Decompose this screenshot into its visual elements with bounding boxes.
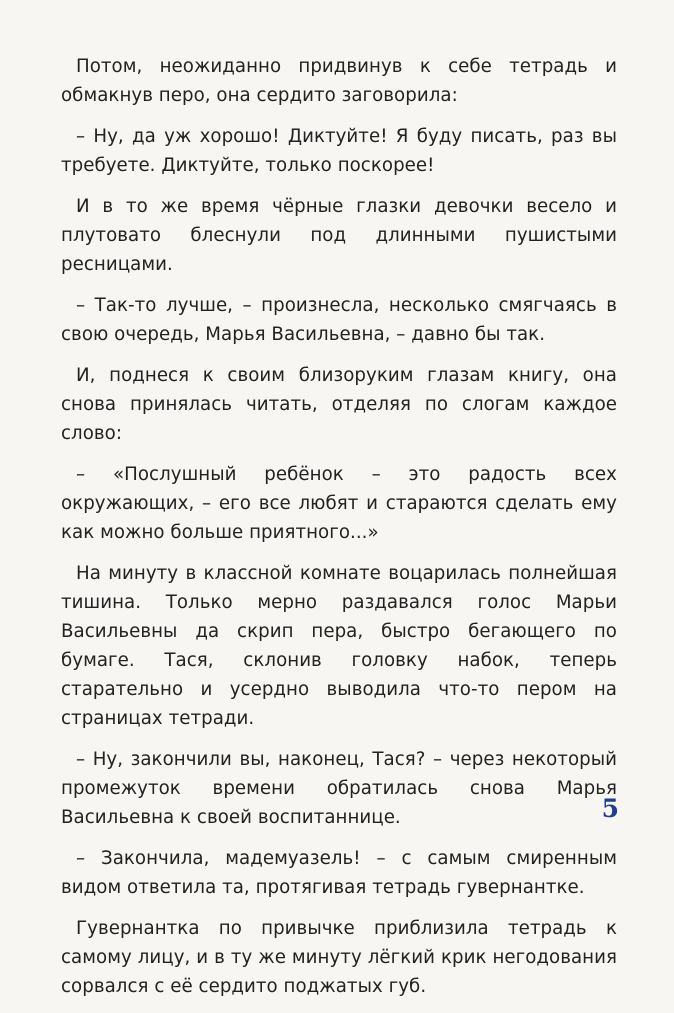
paragraph-6: – «Послушный ребёнок – это радость всех окружающих, – его все любят и стараются сделать ему как можно больше приятного...»: [61, 464, 617, 543]
paragraph-2: – Ну, да уж хорошо! Диктуйте! Я буду писать, раз вы требуете. Диктуйте, только поскорее!: [61, 126, 617, 176]
paragraph-4: – Так-то лучше, – произнесла, несколько смягчаясь в свою очередь, Марья Васильевна, – давно бы так.: [61, 295, 617, 345]
text-column: [61, 52, 617, 1013]
paragraph-9: – Закончила, мадемуазель! – с самым смиренным видом ответила та, протягивая тетрадь гувернантке.: [61, 848, 617, 898]
paragraph-10: Гувернантка по привычке приблизила тетрадь к самому лицу, и в ту же минуту лёгкий крик негодования сорвался с её сердито поджатых губ.: [61, 918, 617, 997]
paragraph-1: Потом, неожиданно придвинув к себе тетрадь и обмакнув перо, она сердито заговорила:: [61, 56, 617, 106]
paragraph-3: И в то же время чёрные глазки девочки весело и плутовато блеснули под длинными пушистыми ресницами.: [61, 196, 617, 275]
paragraph-5: И, поднеся к своим близоруким глазам книгу, она снова принялась читать, отделяя по слогам каждое слово:: [61, 365, 617, 444]
paragraph-8: – Ну, закончили вы, наконец, Тася? – через некоторый промежуток времени обратилась снова Марья Васильевна к своей воспитаннице.: [61, 749, 617, 828]
page-number: 5: [601, 794, 619, 823]
paragraph-7: На минуту в классной комнате воцарилась полнейшая тишина. Только мерно раздавался голос Марьи Васильевны да скрип пера, быстро бегающего по бумаге. Тася, склонив головку набок, теперь старательно и усердно выводила что-то пером на страницах тетради.: [61, 563, 617, 729]
